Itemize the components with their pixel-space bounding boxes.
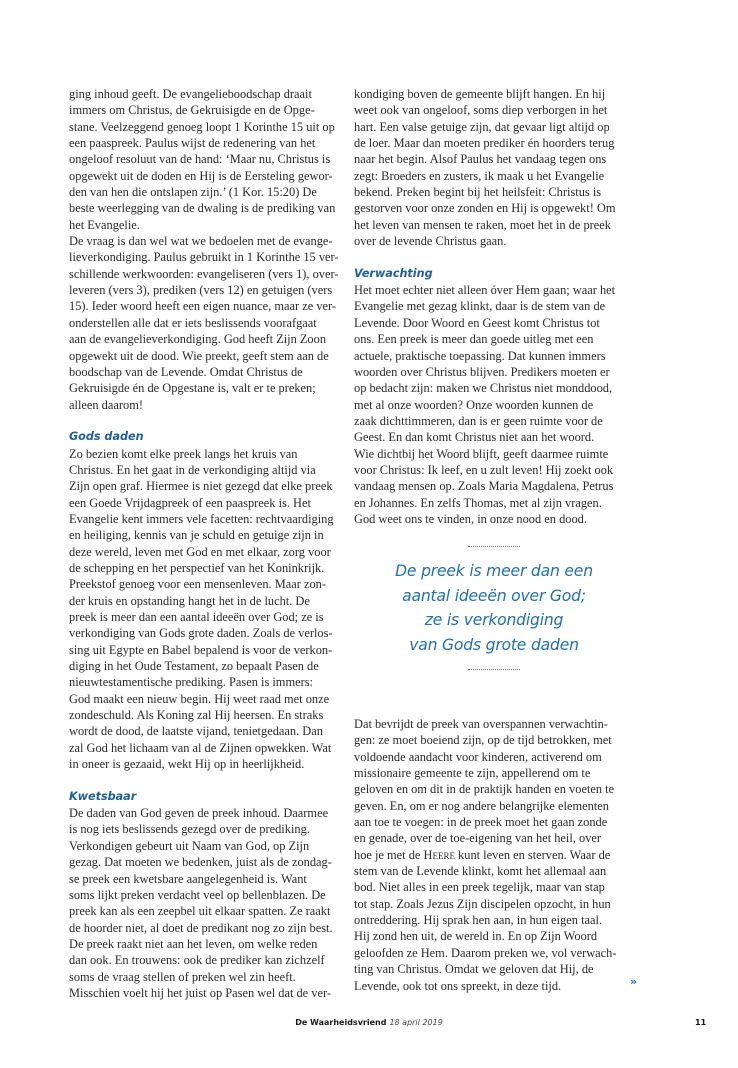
- text-line: Preekstof genoeg voor een mensenleven. Maar zon-: [69, 577, 327, 592]
- text-line: aantal ideeën over God;: [402, 586, 586, 605]
- line-text: hoe je met de: [354, 847, 424, 862]
- text-line: preek is meer dan een aantal ideeën over God; ze is: [69, 610, 324, 624]
- text-line: verkondiging van Gods grote daden. Zoals de verlos-: [69, 626, 333, 641]
- text-line: geven. En, om er nog andere belangrijke elementen: [354, 798, 609, 813]
- text-line: voor Christus: Ik leef, en u zult leven! Hij zoekt ook: [354, 462, 614, 477]
- text-line: alleen daarom!: [69, 397, 143, 412]
- text-line: preek kan als een zeepbel uit elkaar spatten. Ze raakt: [69, 904, 331, 919]
- paragraph-spacer: [69, 772, 341, 788]
- text-line: missionaire gemeente te zijn, appellerend om te: [354, 766, 591, 781]
- text-line: sing uit Egypte en Babel bepalend is voor de verkon-: [69, 642, 333, 657]
- text-line: een Goede Vrijdagpreek of een paaspreek is. Het: [69, 495, 311, 510]
- text-line: gen: ze moet boeiend zijn, op de tijd betrokken, met: [354, 733, 612, 748]
- text-line: Levende. Door Woord en Geest komt Christus tot: [354, 315, 600, 330]
- text-line: De daden van God geven de preek inhoud. Daarmee: [69, 806, 329, 821]
- text-line: Evangelie met gezag klinkt, daar is de stem van de: [354, 299, 606, 314]
- text-line: zegt: Broeders en zusters, ik maak u het Evangelie: [354, 168, 605, 183]
- text-line: en heiliging, kennis van je schuld en getuige zijn in: [69, 528, 324, 543]
- text-line: met al onze woorden? Onze woorden kunnen de: [354, 397, 594, 412]
- paragraph-spacer: [354, 249, 634, 265]
- text-line: en Johannes. En zelfs Thomas, met al zijn vragen.: [354, 495, 602, 510]
- text-line: De preek is meer dan een: [395, 562, 593, 580]
- text-line: vandaag mensen op. Zoals Maria Magdalena, Petrus: [354, 479, 614, 494]
- text-line: woorden over Christus blijven. Predikers moeten er: [354, 364, 610, 379]
- paragraph-kwetsbaar: [69, 805, 341, 1001]
- text-line: beste weerlegging van de dwaling is de prediking van: [69, 201, 336, 216]
- left-column: [69, 86, 341, 1001]
- text-line: Wie dichtbij het Woord blijft, geeft daarmee ruimte: [354, 446, 609, 461]
- text-line: immers om Christus, de Gekruisigde en de Opge-: [69, 103, 315, 118]
- text-line: wordt de dood, de laatste vijand, tenietgedaan. Dan: [69, 724, 323, 739]
- issue-date: 18 april 2019: [389, 1018, 443, 1027]
- text-line: opgewekt uit de doden en Hij is de Eersteling gewor-: [69, 168, 333, 183]
- text-line: Zo bezien komt elke preek langs het kruis van: [69, 446, 298, 461]
- text-line: de loer. Maar dan moeten prediker én hoorders terug: [354, 136, 615, 151]
- text-line: Geest. En dan komt Christus niet aan het woord.: [354, 430, 595, 445]
- paragraph-spacer: [69, 413, 341, 429]
- text-line: De vraag is dan wel wat we bedoelen met de evange-: [69, 234, 333, 249]
- pull-quote-text: [354, 559, 634, 657]
- text-line: zondeschuld. Als Koning zal Hij heersen. En straks: [69, 708, 324, 723]
- text-line: Zijn open graf. Hiermee is niet gezegd dat elke preek: [69, 479, 333, 494]
- text-line: bekend. Preken begint bij het heilsfeit: Christus is: [354, 185, 602, 200]
- paragraph-conclusion: [354, 716, 634, 994]
- text-line: opgewekt uit de dood. Wie preekt, geeft stem aan de: [69, 348, 329, 363]
- text-line: geloofden ze Hem. Daarom preken we, vol verwach-: [354, 945, 617, 960]
- text-line: en genade, over de toe-eigening van het heil, over: [354, 831, 602, 846]
- text-line: ons. Een preek is meer dan goede uitleg met een: [354, 332, 594, 347]
- text-line: ging inhoud geeft. De evangelieboodschap draait: [69, 87, 312, 101]
- text-line: hart. Een valse getuige zijn, dat gevaar ligt altijd op: [354, 119, 610, 134]
- section-heading-gods-daden: Gods daden: [69, 430, 144, 444]
- text-line: voldoende aandacht voor kinderen, activerend om: [354, 749, 602, 764]
- text-line: een paaspreek. Paulus wijst de redenering van het: [69, 136, 316, 151]
- text-line: aan toe te voegen: in de preek moet het gaan zonde: [354, 815, 608, 830]
- text-line: nieuwtestamentische prediking. Pasen is immers:: [69, 675, 313, 690]
- paragraph-evangelieverkondiging: [69, 233, 341, 413]
- text-line: Verkondigen gebeurt uit Naam van God, op Zijn: [69, 838, 310, 853]
- paragraph-verwachting: [354, 282, 634, 527]
- text-line: bod. Niet alles in een preek tegelijk, maar van stap: [354, 880, 605, 895]
- paragraph-gods-daden: [69, 446, 341, 773]
- text-line: deze wereld, leven met God en met elkaar, zorg voor: [69, 544, 331, 559]
- section-heading-kwetsbaar: Kwetsbaar: [69, 789, 137, 803]
- text-line: 15). Ieder woord heeft een eigen nuance, maar ze ver-: [69, 299, 337, 314]
- text-line: Dat bevrijdt de preek van overspannen verwachtin-: [354, 717, 608, 731]
- text-line: schillende werkwoorden: evangeliseren (vers 1), over-: [69, 266, 339, 281]
- heere-line: [354, 847, 634, 863]
- text-line: actuele, praktische toepassing. Dat kunnen immers: [354, 348, 606, 363]
- text-line: leveren (vers 3), prediken (vers 12) en getuigen (vers: [69, 283, 333, 298]
- right-column: [354, 86, 634, 527]
- text-line: in oneer is gezaaid, wekt Hij op in heerlijkheid.: [69, 757, 305, 772]
- text-line: stem van de Levende klinkt, komt het allemaal aan: [354, 864, 607, 879]
- text-line: diging in het Oude Testament, zo bepaalt Pasen de: [69, 659, 319, 674]
- text-line: God maakt een nieuw begin. Hij weet raad met onze: [69, 691, 330, 706]
- text-line: dan ook. En trouwens: ook de prediker kan zichzelf: [69, 953, 325, 968]
- text-line: weet ook van ongeloof, soms diep verborgen in het: [354, 103, 608, 118]
- text-line: stane. Veelzeggend genoeg loopt 1 Korinthe 15 uit op: [69, 119, 335, 134]
- text-line: boodschap van de Levende. Omdat Christus de: [69, 364, 303, 379]
- text-line: ting van Christus. Omdat we geloven dat Hij, de: [354, 962, 594, 977]
- right-column-lower: [354, 716, 634, 994]
- text-line: het leven van mensen te raken, moet het in de preek: [354, 217, 612, 232]
- text-line: van Gods grote daden: [409, 635, 579, 654]
- text-line: onderstellen alle dat er iets beslissends voorafgaat: [69, 315, 317, 330]
- text-line: zal God het lichaam van al de Zijnen opwekken. Wat: [69, 740, 332, 755]
- text-line: ontreddering. Hij sprak hen aan, in hun eigen taal.: [354, 913, 603, 928]
- text-line: Hij zond hen uit, de wereld in. En op Zijn Woord: [354, 929, 598, 944]
- text-line: de hoorder niet, al doet de predikant nog zo zijn best.: [69, 920, 333, 935]
- line-text: kunt leven en sterven. Waar de: [454, 847, 611, 862]
- pull-quote-bottom-rule: [468, 669, 520, 670]
- text-line: geloven en om dit in de praktijk handen en voeten te: [354, 782, 615, 797]
- text-line: Het moet echter niet alleen óver Hem gaan; waar het: [354, 283, 616, 298]
- heere-smallcaps: Heere: [423, 847, 455, 862]
- text-line: Gekruisigde én de Opgestane is, valt er te preken;: [69, 381, 316, 396]
- text-line: naar het begin. Alsof Paulus het vandaag tegen ons: [354, 152, 607, 167]
- paragraph-intro: [69, 86, 341, 233]
- text-line: lieverkondiging. Paulus gebruikt in 1 Korinthe 15 ver-: [69, 250, 339, 265]
- paragraph-kwetsbaar-continued: [354, 86, 634, 249]
- pull-quote: [354, 546, 634, 670]
- text-line: is nog iets beslissends gezegd over de prediking.: [69, 822, 310, 837]
- text-line: gezag. Dat moeten we bedenken, juist als de zondag-: [69, 855, 332, 870]
- page-footer: [0, 1018, 738, 1027]
- text-line: se preek een kwetsbare aangelegenheid is. Want: [69, 871, 307, 886]
- text-line: ze is verkondiging: [424, 611, 564, 630]
- text-line: op bedacht zijn: maken we Christus niet monddood,: [354, 381, 613, 396]
- text-line: der kruis en opstanding hangt het in de lucht. De: [69, 593, 310, 608]
- text-line: kondiging boven de gemeente blijft hangen. En hij: [354, 87, 606, 101]
- text-line: den van hen die ontslapen zijn.’ (1 Kor. 15:20) De: [69, 185, 317, 200]
- text-line: over de levende Christus gaan.: [354, 234, 507, 249]
- text-line: soms de vraag stellen of preken wel zin heeft.: [69, 969, 296, 984]
- text-line: gestorven voor onze zonden en Hij is opgewekt! Om: [354, 201, 616, 216]
- text-line: Levende, ook tot ons spreekt, in deze tijd.: [354, 978, 562, 993]
- text-line: tot stap. Zoals Jezus Zijn discipelen opzocht, in hun: [354, 896, 611, 911]
- continue-arrow-icon: »: [630, 975, 638, 988]
- text-line: ongeloof resoluut van de hand: ‘Maar nu, Christus is: [69, 152, 331, 167]
- text-line: Evangelie kent immers vele facetten: rechtvaardiging: [69, 511, 334, 526]
- section-heading-verwachting: Verwachting: [354, 266, 433, 280]
- text-line: De preek raakt niet aan het leven, om welke reden: [69, 936, 318, 951]
- publication-name: De Waarheidsvriend: [295, 1018, 387, 1027]
- text-line: zaak dichttimmeren, dan is er geen ruimte voor de: [354, 413, 603, 428]
- text-line: God weet ons te vinden, in onze nood en dood.: [354, 511, 587, 526]
- text-line: het Evangelie.: [69, 217, 140, 232]
- text-line: Christus. En het gaat in de verkondiging altijd via: [69, 462, 316, 477]
- text-line: soms lijkt preken verdacht veel op bellenblazen. De: [69, 887, 326, 902]
- page-number: 11: [695, 1018, 707, 1027]
- pull-quote-top-rule: [468, 546, 520, 547]
- text-line: de schepping en het perspectief van het Koninkrijk.: [69, 560, 325, 575]
- text-line: aan de evangelieverkondiging. God heeft Zijn Zoon: [69, 332, 327, 347]
- text-line: Misschien voelt hij het juist op Pasen wel dat de ver-: [69, 985, 331, 1000]
